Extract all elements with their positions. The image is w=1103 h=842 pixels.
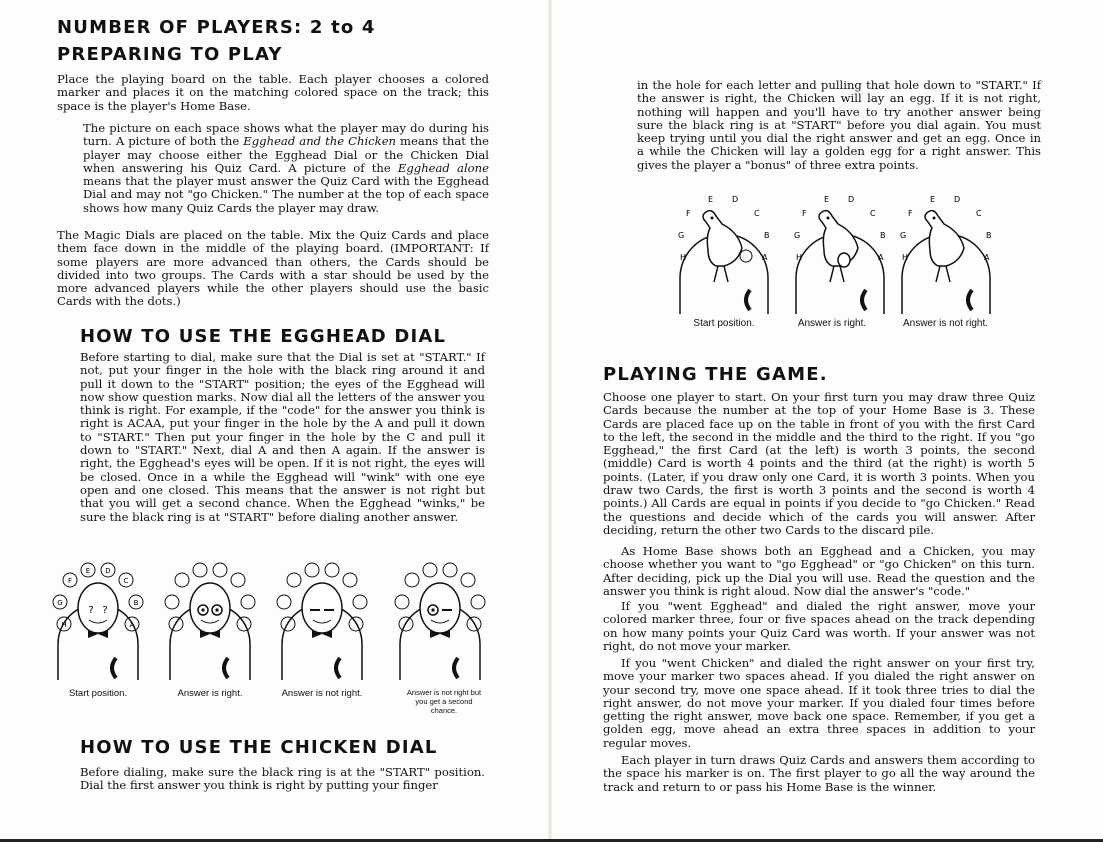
paragraph-chicken-continued: in the hole for each letter and pulling that hole down to "START." If the answer is right, the Chicken will lay an egg. If it is not right, nothing will happen and you'll have to try another answer being sure the black ring is at "START" before you dial again. You must keep trying until you dial the right answer and get an egg. Once in a while the Chicken will lay a golden egg for a right answer. This gives the player a "bonus" of three extra points.: [637, 78, 1041, 172]
egghead-dial-wrong-illustration: [272, 558, 372, 684]
caption-chicken-not-right: Answer is not right.: [902, 318, 989, 329]
paragraph-egghead-instructions: Before starting to dial, make sure that the Dial is set at "START." If not, put your finger in the hole with the black ring around it and pull it down to the "START" position; the eyes of the Egghead will now show question marks. Now dial all the letters of the answer you think is right. For example, if the "code" for the answer you think is right is ACAA, put your finger in the hole by the A and pull it down to "START." Then put your finger in the hole by the C and pull it down to "START." Next, dial A and then A again. If the answer is right, the Egghead's eyes will be open. If it is not right, the eyes will be closed. Once in a while the Egghead will "wink" with one eye open and one closed. This means that the answer is not right but that you will get a second chance. When the Egghead "winks," be sure the black ring is at "START" before dialing another answer.: [80, 350, 485, 524]
svg-text:B: B: [986, 231, 992, 240]
svg-text:D: D: [848, 195, 855, 204]
svg-text:G: G: [57, 599, 63, 607]
svg-text:A: A: [984, 253, 990, 262]
svg-text:F: F: [802, 209, 807, 218]
text-run: means that the player must answer the Quiz Card with the Egghead Dial and may not "go Chicken." The number at the top of each space shows how many Quiz Cards the player may draw.: [83, 174, 489, 215]
paragraph-chicken-start: Before dialing, make sure the black ring is at the "START" position. Dial the first answer you think is right by putting your finger: [80, 765, 485, 793]
egghead-dial-right-illustration: [160, 558, 260, 684]
svg-text:E: E: [824, 195, 830, 204]
text-italic: Egghead and the Chicken: [243, 134, 397, 149]
svg-text:H: H: [902, 253, 909, 262]
svg-text:B: B: [880, 231, 886, 240]
caption-answer-not-right: Answer is not right.: [281, 688, 363, 699]
heading-egghead-dial: HOW TO USE THE EGGHEAD DIAL: [80, 326, 447, 347]
left-page: [0, 0, 551, 842]
svg-text:H: H: [796, 253, 803, 262]
right-page: [551, 0, 1103, 842]
svg-text:C: C: [123, 577, 129, 585]
text-run: The picture on each space shows what the player may do during his turn. A picture of both the: [83, 121, 489, 149]
svg-text:A: A: [878, 253, 884, 262]
svg-text:F: F: [67, 577, 73, 585]
svg-text:G: G: [678, 231, 685, 240]
svg-text:E: E: [708, 195, 714, 204]
paragraph-space-pictures: [83, 122, 489, 215]
svg-text:G: G: [794, 231, 801, 240]
text-run: means that the player may choose either the Egghead Dial or the Chicken Dial when answering his Quiz Card. A picture of the: [83, 134, 489, 175]
svg-text:C: C: [754, 209, 760, 218]
chicken-dial-start-illustration: [668, 186, 780, 318]
egghead-dial-start-illustration: [48, 558, 148, 684]
svg-text:D: D: [105, 567, 111, 575]
egghead-dial-wink-illustration: [390, 558, 490, 684]
svg-text:H: H: [61, 621, 67, 629]
paragraph-magic-dials: The Magic Dials are placed on the table. Mix the Quiz Cards and place them face down in the middle of the playing board. (IMPORTANT: If some players are more advanced than others, the Cards should be divided into two groups. The Cards with a star should be used by the more advanced players while the other players should use the basic Cards with the dots.): [57, 228, 489, 309]
heading-playing-the-game: PLAYING THE GAME.: [603, 364, 828, 385]
caption-answer-right: Answer is right.: [177, 688, 243, 699]
heading-number-of-players: NUMBER OF PLAYERS: 2 to 4: [57, 17, 376, 38]
heading-chicken-dial: HOW TO USE THE CHICKEN DIAL: [80, 737, 438, 758]
svg-text:B: B: [133, 599, 139, 607]
svg-text:A: A: [129, 621, 135, 629]
svg-text:A: A: [762, 253, 768, 262]
chicken-dial-wrong-illustration: [890, 186, 1002, 318]
svg-text:D: D: [732, 195, 739, 204]
svg-text:B: B: [764, 231, 770, 240]
svg-text:H: H: [680, 253, 687, 262]
caption-start-position: Start position.: [68, 688, 128, 699]
svg-text:?: ?: [88, 605, 94, 616]
svg-text:C: C: [870, 209, 876, 218]
paragraph-went-chicken: If you "went Chicken" and dialed the right answer on your first try, move your marker two spaces ahead. If you dialed the right answer on your second try, move one space ahead. If it took three tries to dial the right answer, do not move your marker. If you dialed four times before getting the right answer, move back one space. Remember, if you get a golden egg, move ahead an extra three spaces in addition to your regular moves.: [603, 656, 1035, 750]
svg-text:E: E: [930, 195, 936, 204]
svg-text:E: E: [85, 567, 91, 575]
text-italic: Egghead alone: [397, 160, 489, 175]
svg-text:F: F: [686, 209, 691, 218]
caption-chicken-start: Start position.: [693, 318, 755, 329]
paragraph-went-egghead: If you "went Egghead" and dialed the right answer, move your colored marker three, four or five spaces ahead on the track depending on how many points your Quiz Card was worth. If your answer was not right, do not move your marker.: [603, 599, 1035, 653]
svg-text:D: D: [954, 195, 961, 204]
svg-text:C: C: [976, 209, 982, 218]
svg-text:F: F: [908, 209, 913, 218]
svg-text:?: ?: [102, 605, 108, 616]
chicken-dial-right-illustration: [784, 186, 896, 318]
heading-preparing-to-play: PREPARING TO PLAY: [57, 44, 283, 65]
paragraph-winner: Each player in turn draws Quiz Cards and answers them according to the space his marker is on. The first player to go all the way around the track and return to or pass his Home Base is the winner.: [603, 753, 1035, 794]
paragraph-choose-start: Choose one player to start. On your first turn you may draw three Quiz Cards because the number at the top of your Home Base is 3. These Cards are placed face up on the table in front of you with the first Card to the left, the second in the middle and the third to the right. If you "go Egghead," the first Card (at the left) is worth 3 points, the second (middle) Card is worth 4 points and the third (at the right) is worth 5 points. (Later, if you draw only one Card, it is worth 3 points. When you draw two Cards, the first is worth 3 points and the second is worth 4 points.) All Cards are equal in points if you decide to "go Chicken." Read the questions and decide which of the cards you will answer. After deciding, return the other two Cards to the discard pile.: [603, 390, 1035, 537]
svg-text:G: G: [900, 231, 907, 240]
paragraph-home-base: As Home Base shows both an Egghead and a Chicken, you may choose whether you want to "go Egghead" or "go Chicken" on this turn. After deciding, pick up the Dial you will use. Read the question and the answer you think is right aloud. Now dial the answer's "code.": [603, 544, 1035, 598]
caption-chicken-right: Answer is right.: [797, 318, 867, 329]
paragraph-setup: Place the playing board on the table. Each player chooses a colored marker and places it on the matching colored space on the track; this space is the player's Home Base.: [57, 72, 489, 113]
caption-second-chance: Answer is not right but you get a second chance.: [406, 688, 482, 715]
